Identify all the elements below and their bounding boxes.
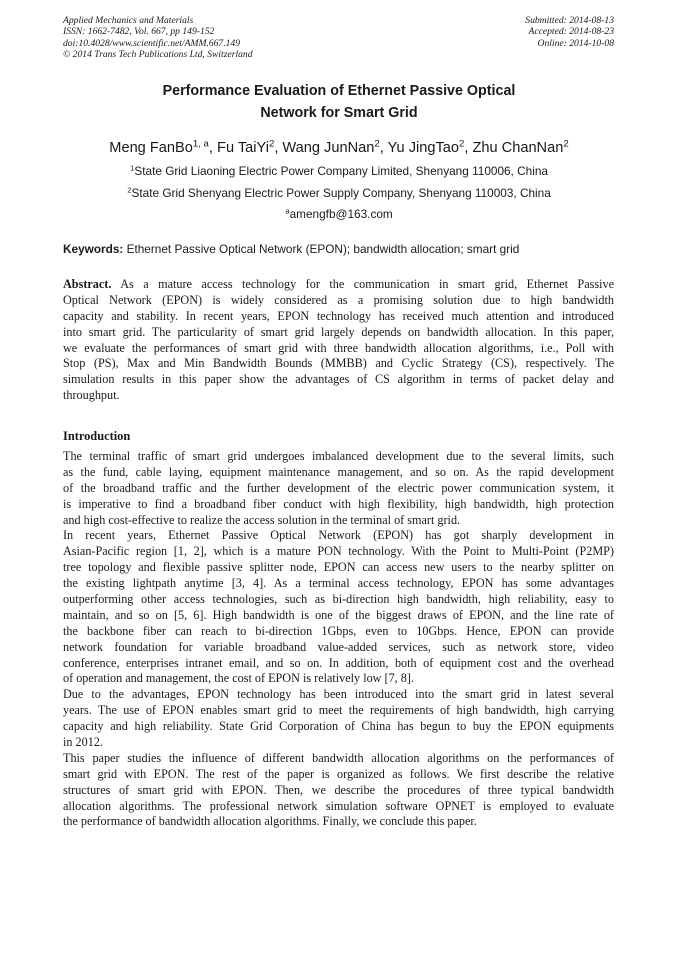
email-mark: a bbox=[285, 206, 290, 216]
author-affiliation-mark: 2 bbox=[563, 138, 569, 150]
abstract-line: Stop (PS), Max and Min Bandwidth Bounds (MMBB) and Cyclic Strategy (CS), respectively. The bbox=[63, 356, 614, 371]
journal-name: Applied Mechanics and Materials bbox=[63, 15, 194, 26]
abstract-line: we evaluate the performances of smart grid with three bandwidth allocation algorithms, i.e., Poll with bbox=[63, 340, 614, 355]
body-line: The terminal traffic of smart grid undergoes imbalanced development due to the several limits, such bbox=[63, 449, 614, 463]
author-name: Wang JunNan bbox=[282, 140, 375, 156]
abstract-label: Abstract. bbox=[63, 277, 112, 291]
body-line: Asian-Pacific region [1, 2], which is a mature PON technology. With the Point to Multi-Point (P2MP) bbox=[63, 544, 614, 559]
keywords bbox=[63, 241, 623, 257]
abstract-line: Optical Network (EPON) is widely considered as a promising solution due to high bandwidth bbox=[63, 292, 614, 307]
body-line: In recent years, Ethernet Passive Optical Network (EPON) has got sharply development in bbox=[63, 528, 614, 543]
title-line-1: Performance Evaluation of Ethernet Passive Optical bbox=[162, 83, 516, 99]
submitted-date: Submitted: 2014-08-13 bbox=[525, 15, 614, 26]
body-line: structures of smart grid with EPON. Then, we describe the procedures of three typical bandwidth bbox=[63, 782, 614, 797]
author-affiliation-mark: 2 bbox=[459, 138, 465, 150]
title-line-2: Network for Smart Grid bbox=[260, 105, 418, 121]
section-heading-introduction: Introduction bbox=[63, 429, 131, 443]
body-line: the performance of bandwidth allocation algorithms. Finally, we conclude this paper. bbox=[63, 814, 477, 829]
journal-doi: doi:10.4028/www.scientific.net/AMM.667.149 bbox=[63, 37, 241, 49]
author-email bbox=[63, 206, 615, 222]
abstract-line: throughput. bbox=[63, 388, 120, 403]
body-line: in 2012. bbox=[63, 735, 103, 750]
abstract-line-text: As a mature access technology for the communication in smart grid, Ethernet Passive bbox=[111, 277, 614, 291]
body-line: capacity and high reliability. State Grid Corporation of China has begun to buy the EPON equipments bbox=[63, 719, 614, 734]
journal-info bbox=[63, 15, 253, 60]
abstract-line: into smart grid. The particularity of smart grid largely depends on bandwidth allocation. In this paper, bbox=[63, 324, 614, 339]
author-affiliation-mark: 2 bbox=[268, 138, 275, 150]
keywords-text: Ethernet Passive Optical Network (EPON); bandwidth allocation; smart grid bbox=[123, 242, 520, 256]
body-line: tree topology and flexible passive splitter node, EPON can access new users to the nearby splitter on bbox=[63, 560, 614, 575]
body-line: maintain, and so on [5, 6]. High bandwidth is one of the biggest draws of EPON, and the line rate of bbox=[63, 607, 614, 622]
body-line: and high cost-effective to realize the access solution in the terminal of smart grid. bbox=[63, 512, 461, 527]
abstract-line: simulation results in this paper show the advantages of CS algorithm in terms of packet delay and bbox=[63, 372, 614, 387]
submission-dates bbox=[525, 15, 614, 49]
author-separator: , bbox=[464, 140, 473, 156]
author-separator: , bbox=[208, 140, 218, 156]
body-line: smart grid with EPON. The rest of the paper is organized as follows. We first describe the relative bbox=[63, 766, 614, 781]
abstract-line: capacity and stability. In recent years, EPON technology has received much attention and introduced bbox=[63, 308, 614, 323]
journal-issn: ISSN: 1662-7482, Vol. 667, pp 149-152 bbox=[63, 26, 215, 38]
journal-copyright: © 2014 Trans Tech Publications Ltd, Switzerland bbox=[63, 48, 253, 60]
online-date: Online: 2014-10-08 bbox=[537, 37, 614, 49]
keywords-label: Keywords: bbox=[63, 242, 124, 256]
affiliation-text: State Grid Shenyang Electric Power Supply Company, Shenyang 110003, China bbox=[131, 186, 551, 200]
body-line: allocation algorithms. The professional network simulation software OPNET is employed to evaluate bbox=[63, 798, 614, 813]
body-line: is imperative to find a broadband fiber conduct with high flexibility, high bandwidth, high protection bbox=[63, 496, 614, 511]
author-name: Meng FanBo bbox=[109, 140, 193, 156]
affiliation-text: State Grid Liaoning Electric Power Company Limited, Shenyang 110006, China bbox=[134, 164, 548, 178]
author-separator: , bbox=[274, 140, 283, 156]
author-name: Fu TaiYi bbox=[217, 140, 269, 156]
body-line: conference, enterprises intranet email, and so on. In addition, both of equipment cost and the overhead bbox=[63, 655, 614, 670]
author-name: Yu JingTao bbox=[387, 140, 459, 156]
affiliation-1 bbox=[63, 163, 615, 179]
affiliation-2 bbox=[63, 185, 615, 201]
body-line: outperforming other access technologies, such as bi-direction high bandwidth, high reliability, easy to bbox=[63, 592, 614, 607]
author-name: Zhu ChanNan bbox=[472, 140, 564, 156]
affiliation-mark: 2 bbox=[127, 185, 132, 195]
paper-title bbox=[63, 80, 615, 124]
accepted-date: Accepted: 2014-08-23 bbox=[528, 26, 614, 38]
body-line: network foundation for variable broadband value-added services, such as network store, video bbox=[63, 639, 614, 654]
introduction-body bbox=[63, 449, 614, 830]
author-list bbox=[40, 138, 638, 158]
author-separator: , bbox=[379, 140, 388, 156]
author-affiliation-mark: 2 bbox=[374, 138, 380, 150]
abstract bbox=[63, 277, 614, 404]
abstract-line bbox=[63, 277, 614, 293]
body-line: as the fund, cable laying, equipment maintenance management, and so on. As the rapid development bbox=[63, 464, 614, 479]
body-line: Due to the advantages, EPON technology has been introduced into the smart grid in latest several bbox=[63, 687, 614, 702]
body-line: the backbone fiber can reach to bi-direction 1Gbps, even to 10Gbps. Hence, EPON can provide bbox=[63, 623, 614, 638]
body-line: of the broadband traffic and the further development of the electric power communication system, it bbox=[63, 480, 614, 495]
body-line: years. The use of EPON enables smart grid to meet the requirements of high bandwidth, high carrying bbox=[63, 703, 614, 718]
body-line: This paper studies the influence of different bandwidth allocation algorithms on the performances of bbox=[63, 750, 614, 765]
affiliation-mark: 1 bbox=[130, 163, 135, 173]
body-line: the existing lightpath anytime [3, 4]. As a terminal access technology, EPON has some advantages bbox=[63, 576, 614, 591]
email-text: amengfb@163.com bbox=[289, 207, 393, 221]
author-affiliation-mark: 1, a bbox=[192, 138, 209, 150]
body-line: of operation and management, the cost of EPON is relatively low [7, 8]. bbox=[63, 671, 414, 686]
